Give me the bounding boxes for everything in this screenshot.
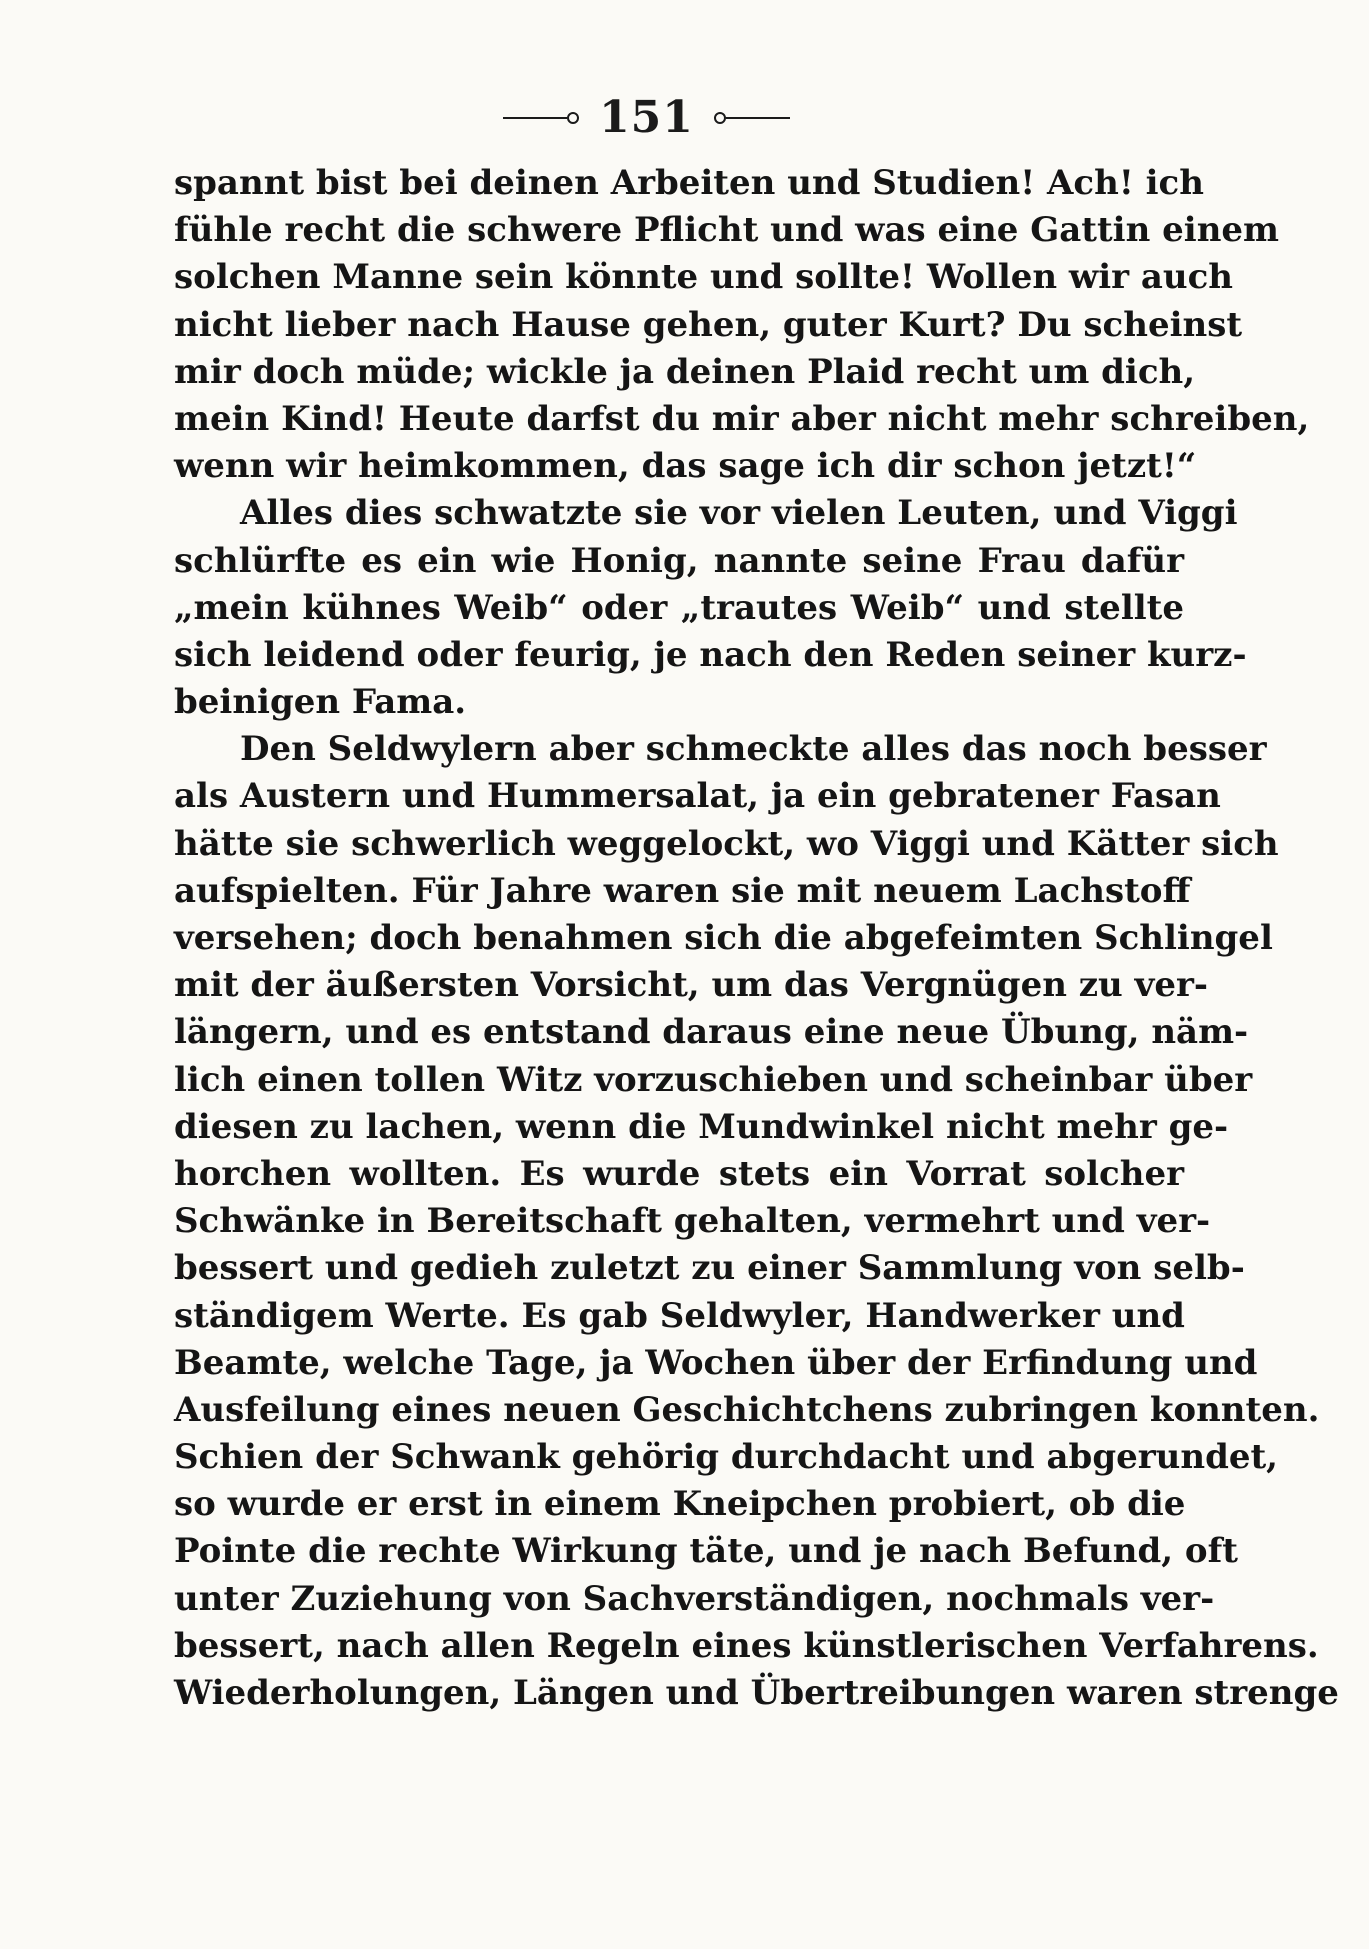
text-line: Alles dies schwatzte sie vor vielen Leuten, und Viggi (240, 493, 1238, 534)
text-line: sich leidend oder feurig, je nach den Reden seiner kurz- (174, 634, 1247, 675)
text-line: mit der äußersten Vorsicht, um das Vergnügen zu ver- (174, 965, 1209, 1006)
text-line: hätte sie schwerlich weggelockt, wo Viggi und Kätter sich (174, 823, 1279, 864)
text-line: Ausfeilung eines neuen Geschichtchens zubringen konnten. (174, 1389, 1320, 1430)
text-line: diesen zu lachen, wenn die Mundwinkel nicht mehr ge- (174, 1106, 1229, 1147)
text-line: horchen wollten. Es wurde stets ein Vorrat solcher (174, 1153, 1184, 1194)
text-line: Schien der Schwank gehörig durchdacht und abgerundet, (174, 1437, 1279, 1478)
text-line: spannt bist bei deinen Arbeiten und Studien! Ach! ich (174, 163, 1204, 203)
page-number: 151 (599, 92, 694, 143)
text-line: Schwänke in Bereitschaft gehalten, vermehrt und ver- (174, 1201, 1211, 1242)
right-ornament-rule (726, 117, 790, 119)
text-line: solchen Manne sein könnte und sollte! Wollen wir auch (174, 257, 1234, 298)
page-header (0, 88, 1369, 148)
text-line: Wiederholungen, Längen und Übertreibungen waren strenge (174, 1673, 1339, 1713)
text-line: bessert, nach allen Regeln eines künstlerischen Verfahrens. (174, 1625, 1319, 1666)
text-line: fühle recht die schwere Pflicht und was eine Gattin einem (174, 210, 1280, 251)
text-line: ständigem Werte. Es gab Seldwyler, Handwerker und (174, 1295, 1185, 1336)
text-line: so wurde er erst in einem Kneipchen probiert, ob die (174, 1484, 1186, 1525)
text-line: unter Zuziehung von Sachverständigen, nochmals ver- (174, 1578, 1215, 1619)
text-line: als Austern und Hummersalat, ja ein gebratener Fasan (174, 776, 1221, 817)
body-text (174, 160, 1339, 1717)
text-line: mir doch müde; wickle ja deinen Plaid recht um dich, (174, 351, 1196, 392)
page-number-ornament (503, 92, 790, 143)
text-line: Beamte, welche Tage, ja Wochen über der Erfindung und (174, 1342, 1258, 1383)
text-line: aufspielten. Für Jahre waren sie mit neuem Lachstoff (174, 870, 1191, 911)
text-line: wenn wir heimkommen, das sage ich dir schon jetzt!“ (174, 446, 1197, 487)
text-line: Den Seldwylern aber schmeckte alles das noch besser (240, 729, 1267, 770)
text-line: „mein kühnes Weib“ oder „trautes Weib“ und stellte (174, 587, 1184, 628)
text-line: Pointe die rechte Wirkung täte, und je nach Befund, oft (174, 1531, 1238, 1572)
text-line: mein Kind! Heute darfst du mir aber nicht mehr schreiben, (174, 398, 1310, 439)
text-line: längern, und es entstand daraus eine neue Übung, näm- (174, 1012, 1249, 1053)
text-line: versehen; doch benahmen sich die abgefeimten Schlingel (174, 918, 1273, 958)
text-line: bessert und gedieh zuletzt zu einer Sammlung von selb- (174, 1248, 1245, 1289)
text-line: beinigen Fama. (174, 682, 467, 723)
text-line: nicht lieber nach Hause gehen, guter Kurt? Du scheinst (174, 304, 1243, 345)
text-line: schlürfte es ein wie Honig, nannte seine Frau dafür (174, 540, 1184, 581)
left-ornament-rule (503, 117, 567, 119)
text-line: lich einen tollen Witz vorzuschieben und scheinbar über (174, 1059, 1253, 1100)
